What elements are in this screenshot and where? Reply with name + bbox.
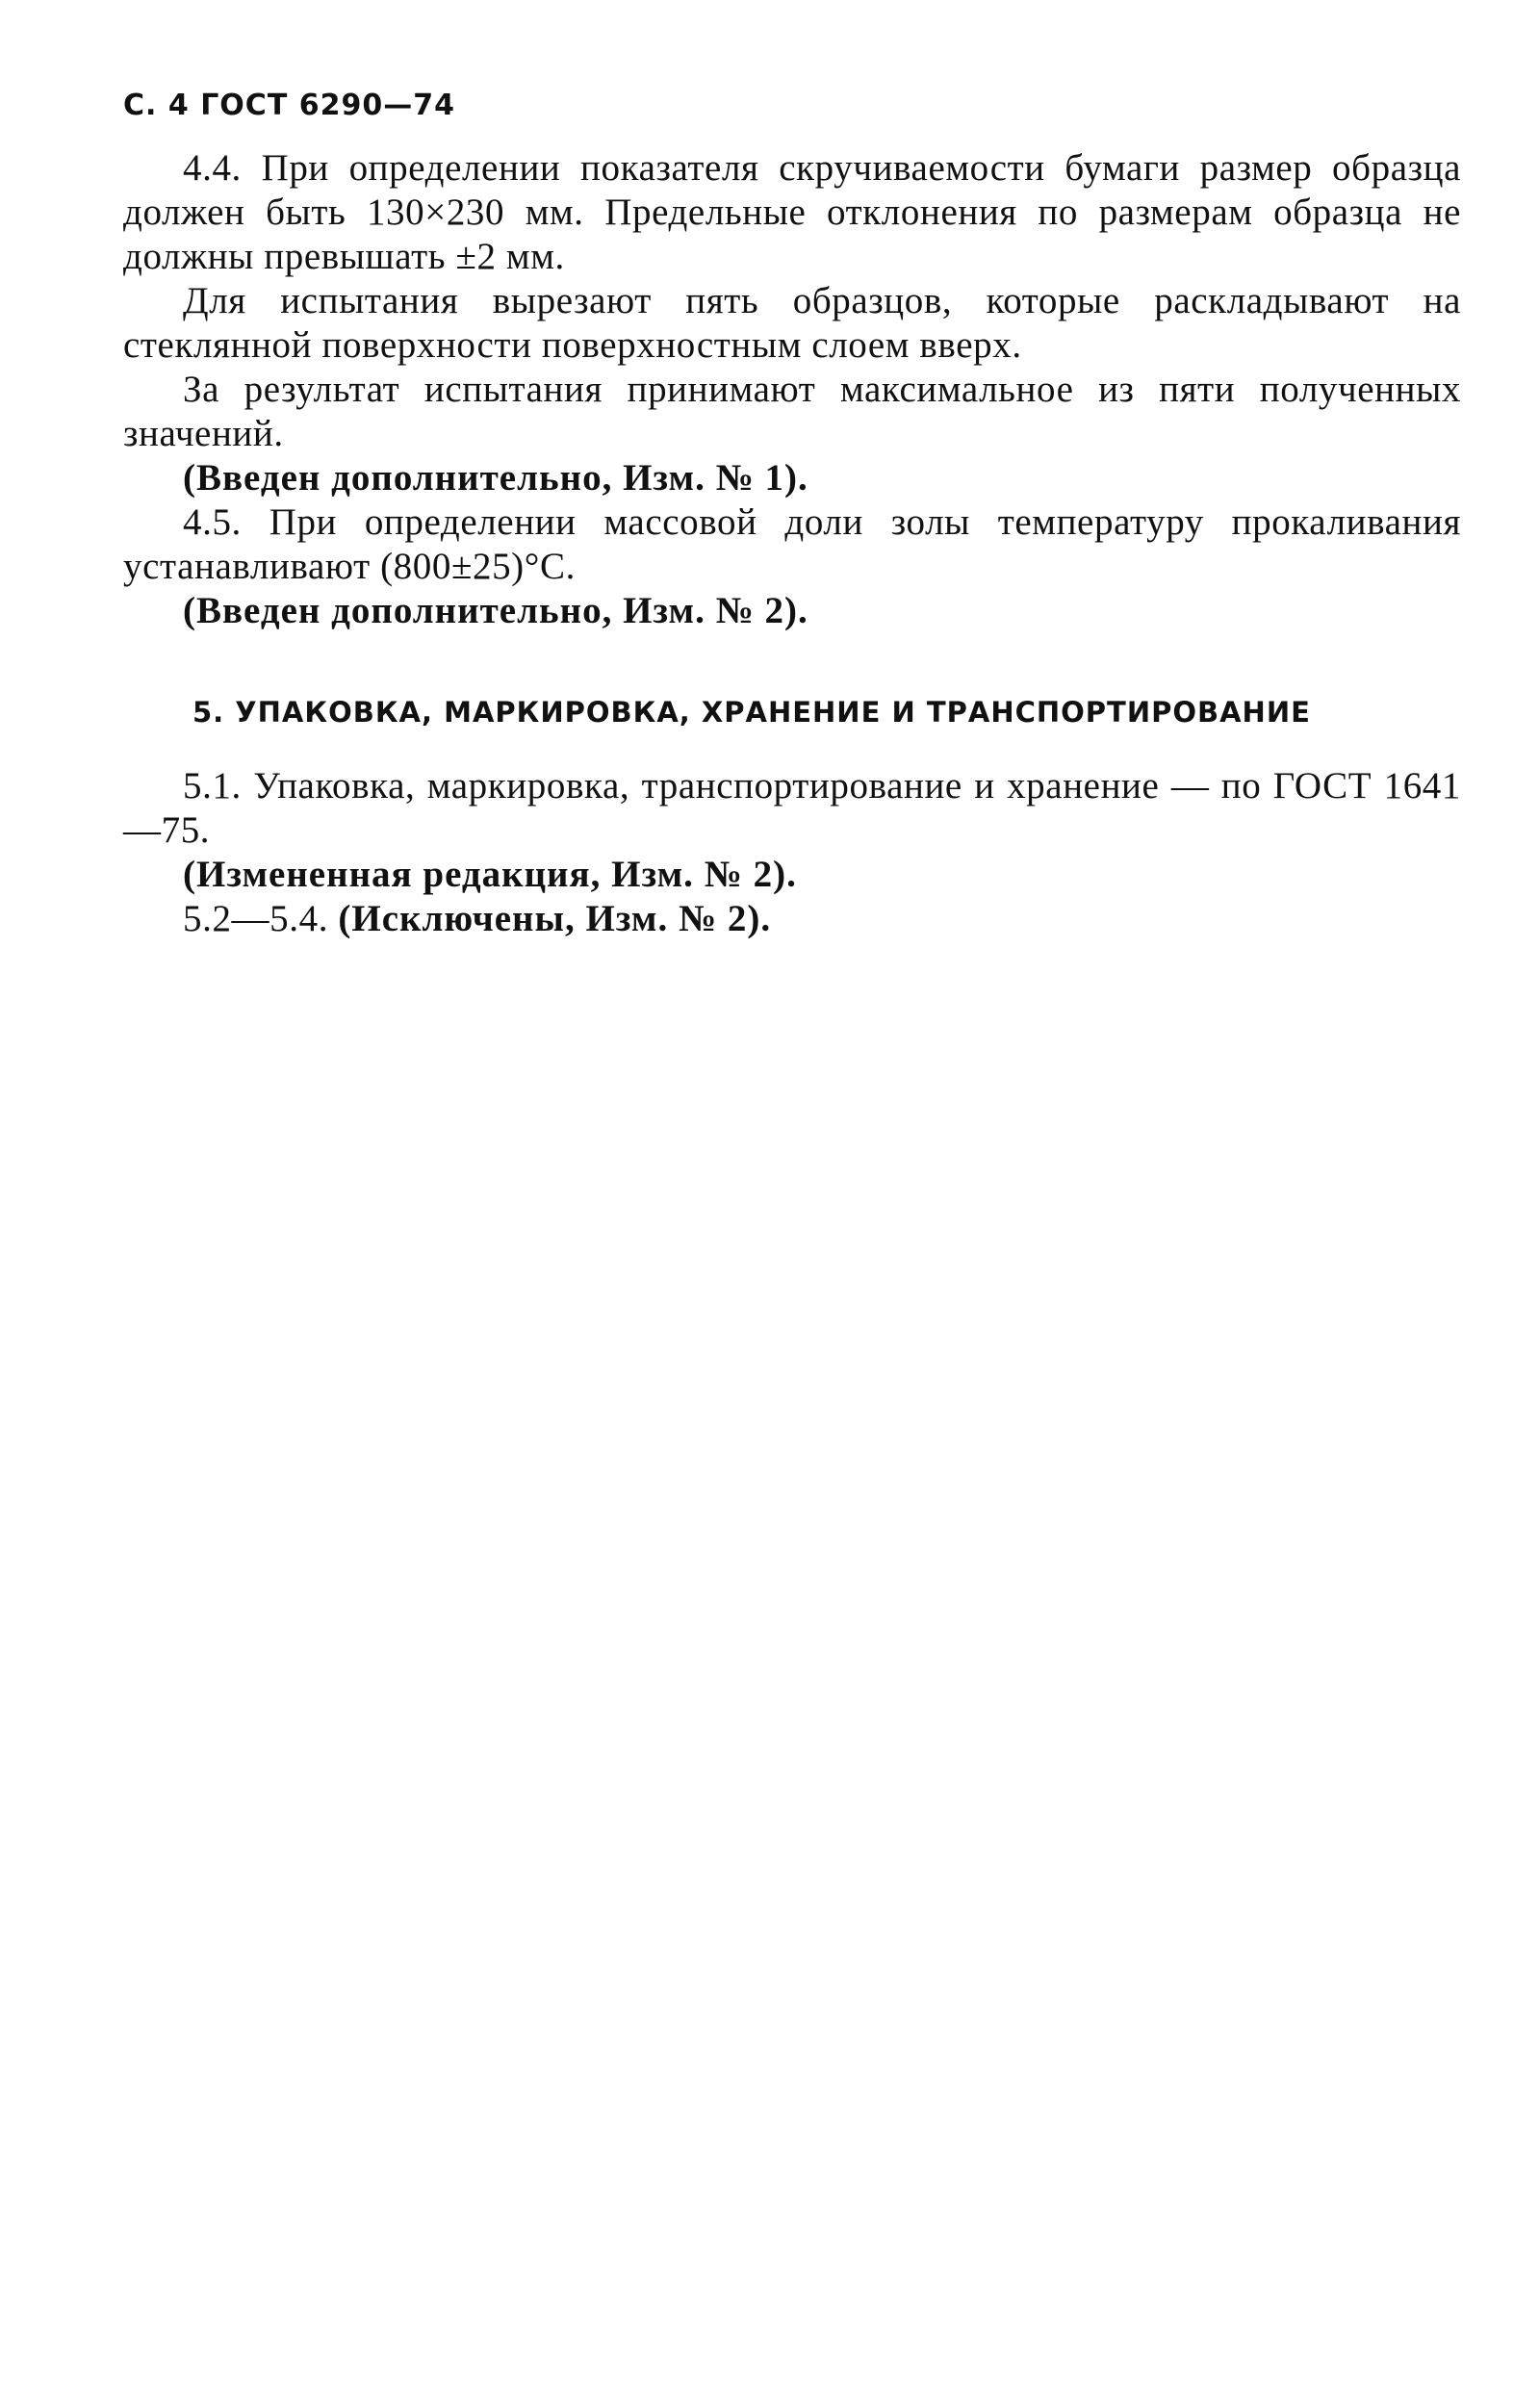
amendment-note: (Введен дополнительно, Изм. № 2).: [183, 590, 808, 631]
clause-4-4-paragraph: 4.4. При определении показателя скручиваемости бумаги размер образца должен быть 130×230 мм. Предельные отклонения по размерам образца не должны превышать ±2 мм.: [123, 147, 1461, 277]
clause-4-4-result-paragraph: За результат испытания принимают максимальное из пяти полученных значений.: [123, 369, 1461, 454]
clause-5-1-paragraph: 5.1. Упаковка, маркировка, транспортирование и хранение — по ГОСТ 1641—75.: [123, 765, 1461, 851]
clause-4-5-paragraph: 4.5. При определении массовой доли золы температуру прокаливания устанавливают (800±25)°С.: [123, 501, 1461, 587]
document-page: [123, 87, 1461, 941]
amendment-note: (Введен дополнительно, Изм. № 1).: [183, 457, 808, 499]
running-head: [123, 87, 1461, 125]
clause-5-2-5-4-paragraph: [123, 897, 1461, 941]
section-5-heading: 5. УПАКОВКА, МАРКИРОВКА, ХРАНЕНИЕ И ТРАНСПОРТИРОВАНИЕ: [192, 696, 1311, 729]
amendment-note: (Измененная редакция, Изм. № 2).: [183, 854, 797, 895]
clause-range: 5.2—5.4.: [183, 898, 329, 939]
excluded-note: (Исключены, Изм. № 2).: [338, 898, 772, 939]
page-number: С. 4: [123, 89, 190, 122]
standard-code: ГОСТ 6290—74: [200, 89, 455, 122]
clause-4-4-samples-paragraph: Для испытания вырезают пять образцов, которые раскладывают на стеклянной поверхности поверхностным слоем вверх.: [123, 280, 1461, 366]
